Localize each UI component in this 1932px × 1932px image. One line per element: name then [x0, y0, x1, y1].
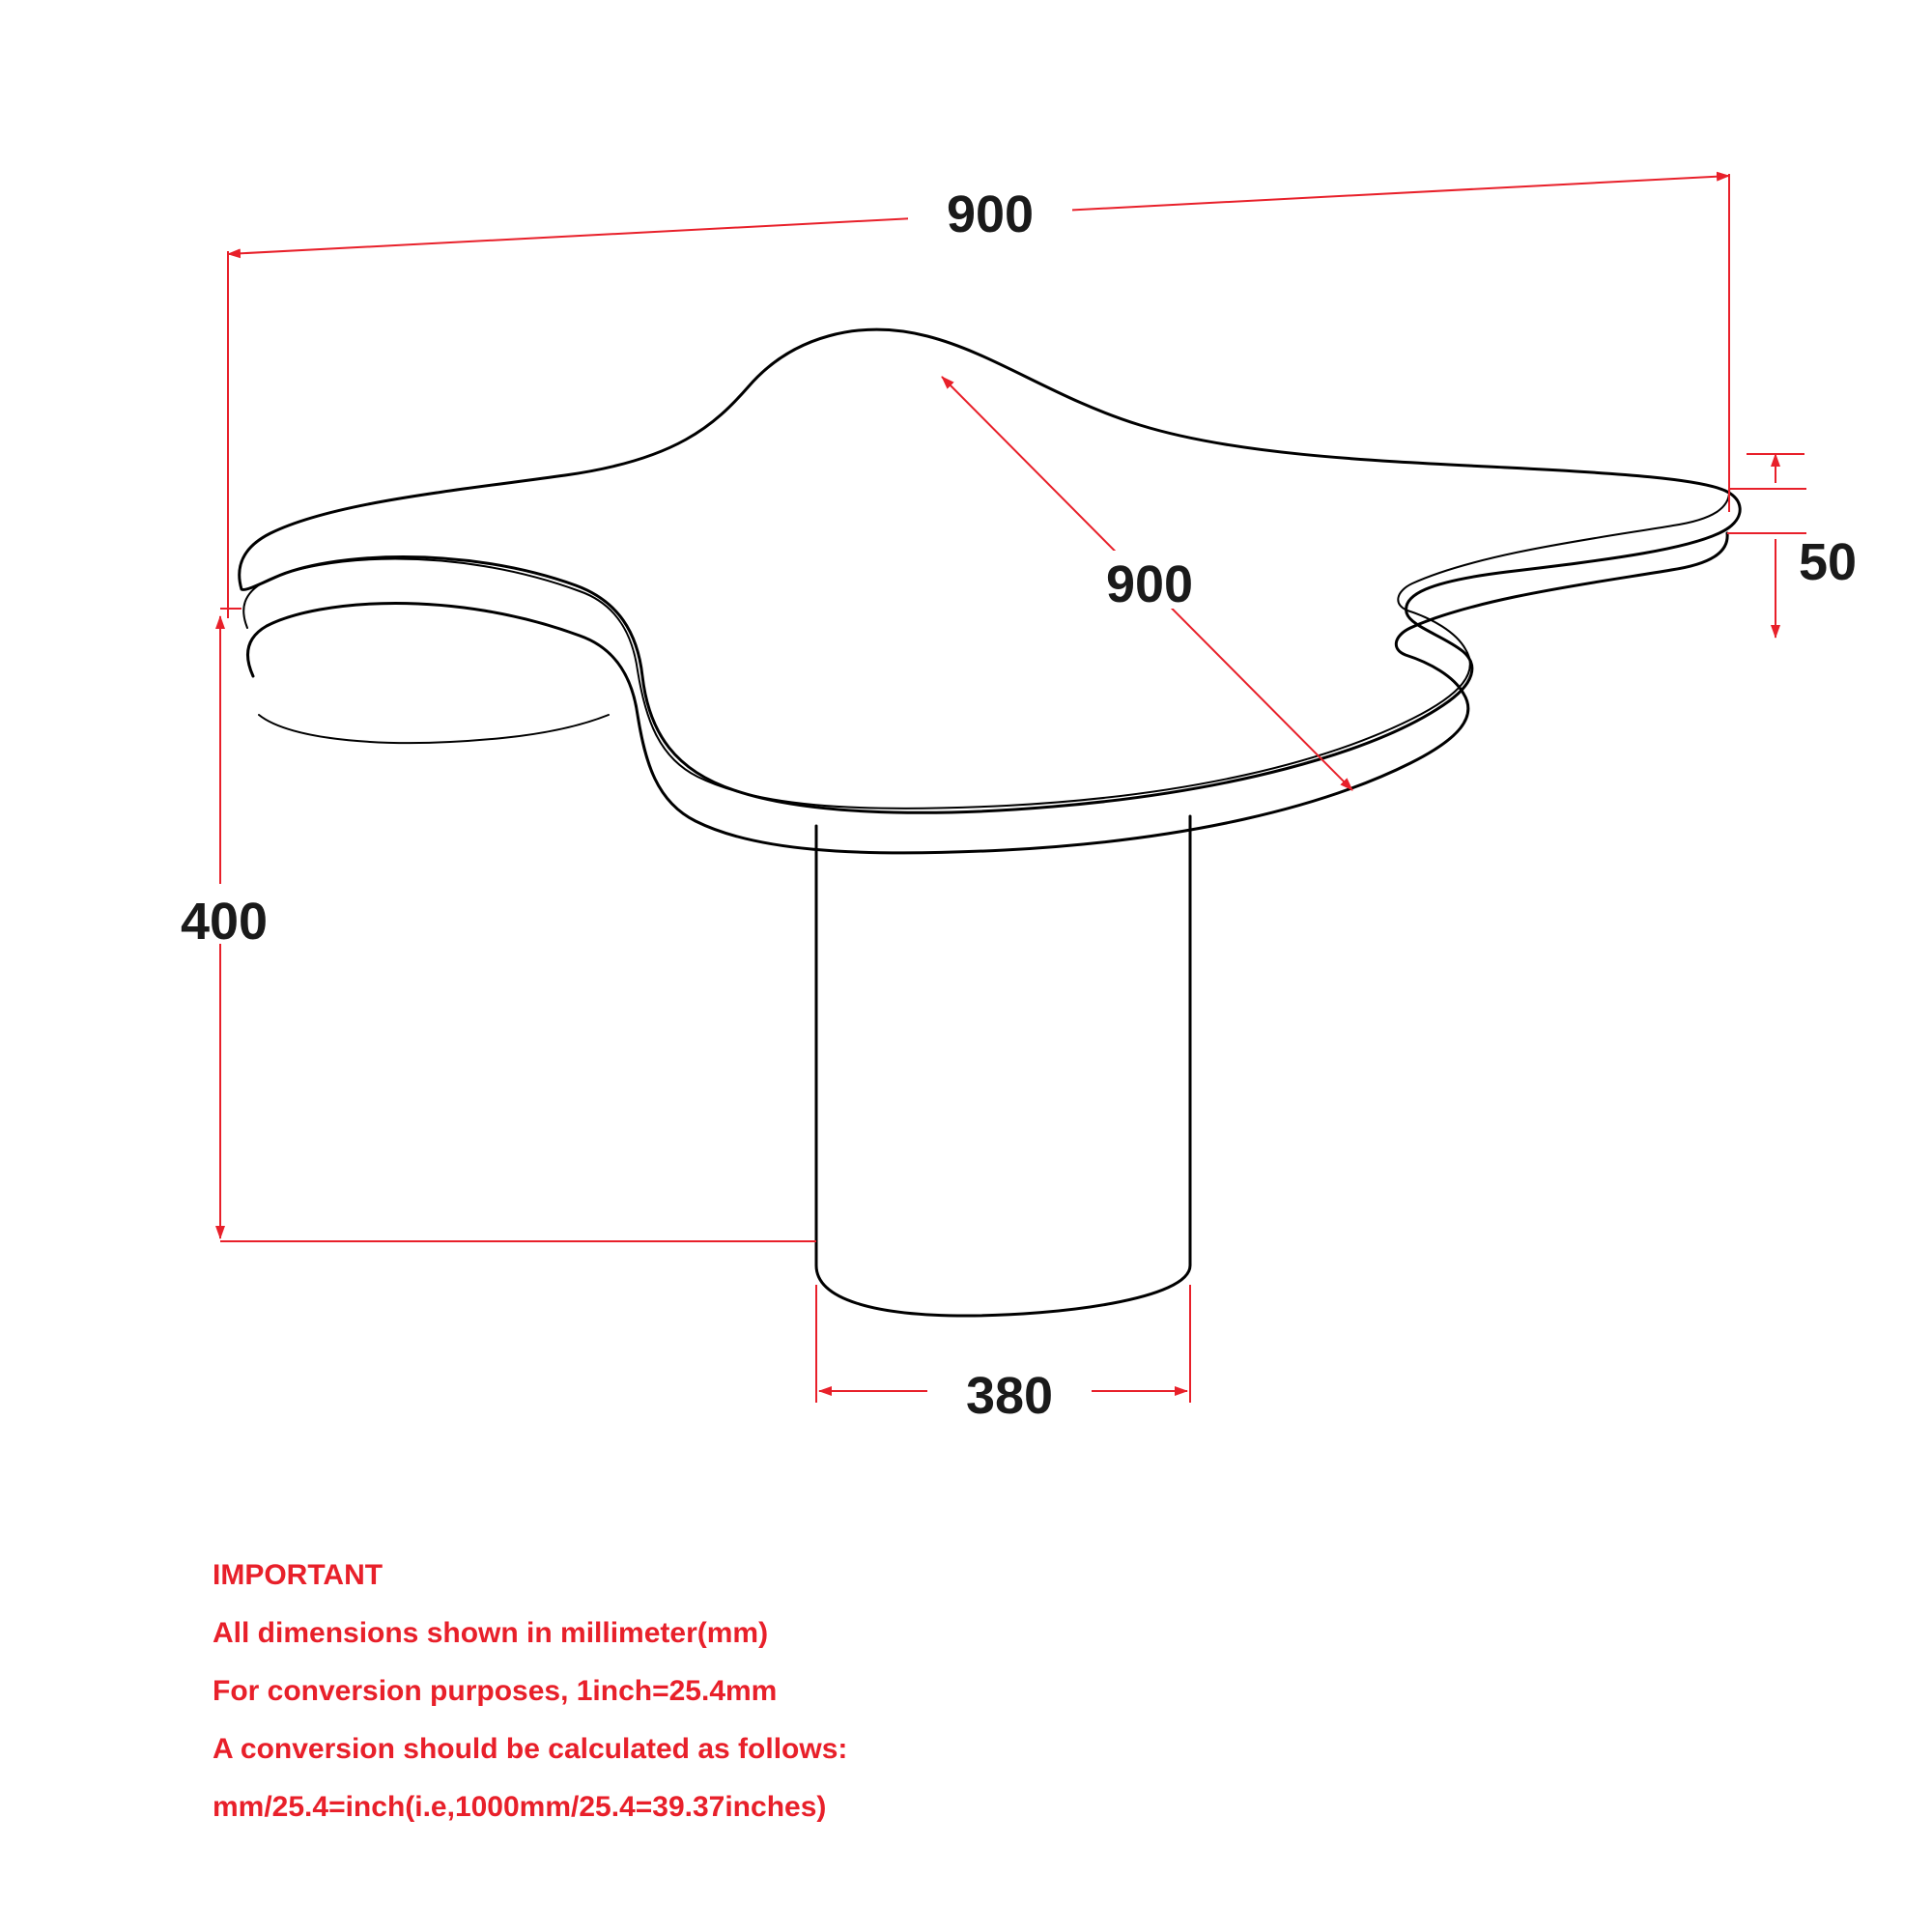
dimension-top-thickness [1727, 454, 1857, 638]
notes-line-4: mm/25.4=inch(i.e,1000mm/25.4=39.37inches) [213, 1791, 827, 1823]
dimension-label-width-top: 900 [946, 185, 1035, 243]
dimension-label-overall-height: 400 [180, 893, 269, 951]
notes-line-1: All dimensions shown in millimeter(mm) [213, 1617, 769, 1649]
important-notes [213, 1559, 847, 1823]
top-inner-crease [259, 715, 609, 743]
dimension-width-top [228, 174, 1729, 618]
table-top-underside [247, 533, 1727, 853]
pedestal-base [816, 816, 1190, 1316]
table-geometry [240, 329, 1740, 1316]
dimension-label-depth-diagonal: 900 [1105, 555, 1194, 613]
dimension-label-top-thickness: 50 [1799, 533, 1858, 591]
table-top-edge-band [243, 489, 1729, 809]
dimension-base-diameter [816, 1285, 1190, 1425]
dimension-overall-height [159, 609, 816, 1241]
dimension-depth-diagonal [942, 377, 1352, 790]
notes-heading: IMPORTANT [213, 1559, 384, 1591]
dimension-label-base-diameter: 380 [965, 1367, 1054, 1425]
notes-line-2: For conversion purposes, 1inch=25.4mm [213, 1675, 778, 1707]
notes-line-3: A conversion should be calculated as follows: [213, 1733, 848, 1765]
